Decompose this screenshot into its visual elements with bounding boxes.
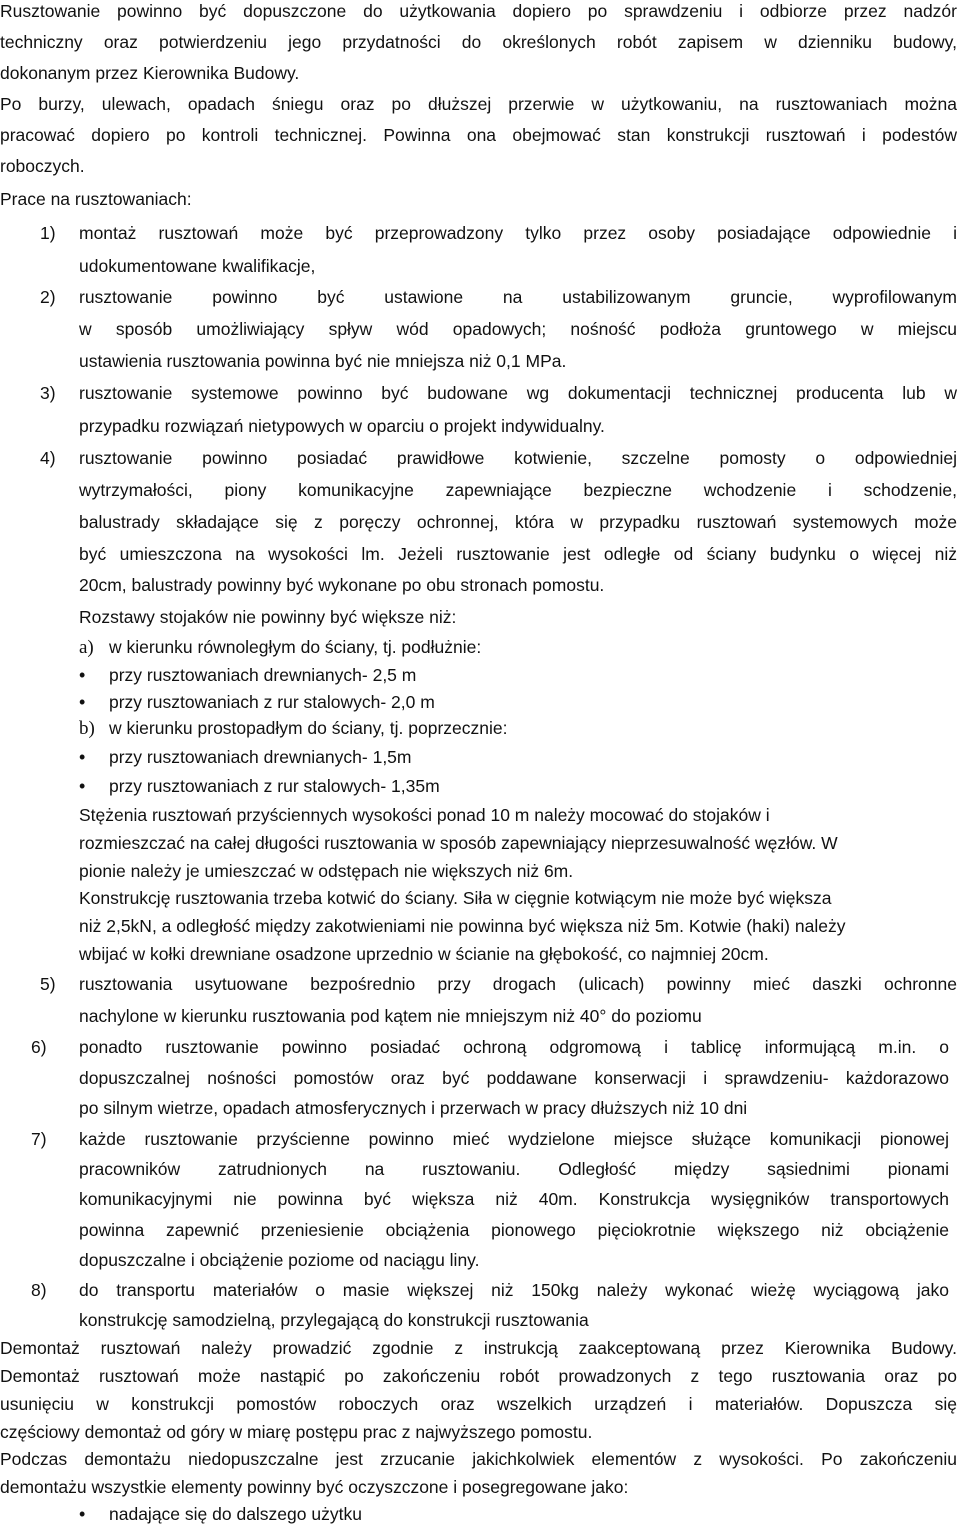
list-item-line: rusztowanie powinno być ustawione na ustabilizowanym gruncie, wyprofilowanym	[79, 287, 957, 307]
list-heading: Prace na rusztowaniach:	[0, 189, 192, 209]
list-item-line: być umieszczona na wysokości lm. Jeżeli rusztowanie jest odległe od ściany budynku o więcej niż	[79, 544, 957, 564]
list-item-line: dopuszczalnej nośności pomostów oraz być poddawane konserwacji i sprawdzeniu- każdorazowo	[79, 1068, 949, 1088]
list-item-line: komunikacyjnymi nie powinna być większa niż 40m. Konstrukcja wysięgników transportowych	[79, 1189, 949, 1209]
list-item-number: 3)	[40, 383, 56, 403]
list-item-number: 7)	[31, 1129, 47, 1149]
bullet-text: przy rusztowaniach z rur stalowych- 2,0 m	[109, 692, 435, 712]
list-item-line: przypadku rozwiązań nietypowych w oparciu o projekt indywidualny.	[79, 416, 605, 436]
intro-line: Po burzy, ulewach, opadach śniegu oraz po dłuższej przerwie w użytkowaniu, na rusztowaniach można	[0, 94, 957, 114]
dismantling-line: demontażu wszystkie elementy powinny być oczyszczone i posegregowane jako:	[0, 1477, 629, 1497]
bullet-icon: •	[79, 747, 86, 767]
sublist-letter: a)	[79, 637, 94, 658]
sublist-letter: b)	[79, 718, 95, 739]
dismantling-line: Demontaż rusztowań należy prowadzić zgodnie z instrukcją zaakceptowaną przez Kierownika Budowy.	[0, 1338, 957, 1358]
intro-line: Rusztowanie powinno być dopuszczone do użytkowania dopiero po sprawdzeniu i odbiorze przez nadzór	[0, 1, 957, 21]
bullet-text: przy rusztowaniach drewnianych- 2,5 m	[109, 665, 417, 685]
intro-line: pracować dopiero po kontroli technicznej. Powinna ona obejmować stan konstrukcji rusztowań i podestów	[0, 125, 957, 145]
list-item-line: montaż rusztowań może być przeprowadzony tylko przez osoby posiadające odpowiednie i	[79, 223, 957, 243]
dismantling-line: usunięciu w konstrukcji pomostów roboczych oraz wszelkich urządzeń i materiałów. Dopuszcza się	[0, 1394, 957, 1414]
list-item-line: w sposób umożliwiający spływ wód opadowych; nośność podłoża gruntowego w miejscu	[79, 319, 957, 339]
list-item-line: rusztowania usytuowane bezpośrednio przy drogach (ulicach) powinny mieć daszki ochronne	[79, 974, 957, 994]
anchoring-line: niż 2,5kN, a odległość między zakotwieniami nie powinna być większa niż 5m. Kotwie (haki) należy	[79, 916, 846, 936]
intro-line: roboczych.	[0, 156, 85, 176]
spacing-heading: Rozstawy stojaków nie powinny być większe niż:	[79, 607, 457, 627]
bullet-icon: •	[79, 692, 86, 712]
bullet-icon: •	[79, 665, 86, 685]
list-item-line: do transportu materiałów o masie większej niż 150kg należy wykonać wieżę wyciągową jako	[79, 1280, 949, 1300]
list-item-line: 20cm, balustrady powinny być wykonane po obu stronach pomostu.	[79, 575, 605, 595]
dismantling-line: częściowy demontaż od góry w miarę postępu prac z najwyższego pomostu.	[0, 1422, 593, 1442]
stiffening-line: Stężenia rusztowań przyściennych wysokości ponad 10 m należy mocować do stojaków i	[79, 805, 770, 825]
anchoring-line: wbijać w kołki drewniane osadzone uprzednio w ścianie na głębokość, co najmniej 20cm.	[79, 944, 769, 964]
list-item-line: balustrady składające się z poręczy ochronnej, która w przypadku rusztowań systemowych może	[79, 512, 957, 532]
list-item-line: nachylone w kierunku rusztowania pod kątem nie mniejszym niż 40° do poziomu	[79, 1006, 702, 1026]
list-item-line: ustawienia rusztowania powinna być nie mniejsza niż 0,1 MPa.	[79, 351, 567, 371]
intro-line: techniczny oraz potwierdzeniu jego przydatności do określonych robót zapisem w dzienniku budowy,	[0, 32, 957, 52]
sublist-text: w kierunku równoległym do ściany, tj. podłużnie:	[109, 637, 482, 657]
list-item-line: rusztowanie systemowe powinno być budowane wg dokumentacji technicznej producenta lub w	[79, 383, 957, 403]
intro-line: dokonanym przez Kierownika Budowy.	[0, 63, 300, 83]
dismantling-line: Podczas demontażu niedopuszczalne jest zrzucanie jakichkolwiek elementów z wysokości. Po zakończeniu	[0, 1449, 957, 1469]
list-item-line: rusztowanie powinno posiadać prawidłowe kotwienie, szczelne pomosty o odpowiedniej	[79, 448, 957, 468]
stiffening-line: pionie należy je umieszczać w odstępach nie większych niż 6m.	[79, 861, 574, 881]
list-item-line: każde rusztowanie przyścienne powinno mieć wydzielone miejsce służące komunikacji pionowej	[79, 1129, 949, 1149]
anchoring-line: Konstrukcję rusztowania trzeba kotwić do ściany. Siła w cięgnie kotwiącym nie może być większa	[79, 888, 832, 908]
bullet-text: przy rusztowaniach z rur stalowych- 1,35m	[109, 776, 440, 796]
list-item-number: 8)	[31, 1280, 47, 1300]
stiffening-line: rozmieszczać na całej długości rusztowania w sposób zapewniający nieprzesuwalność węzłów. W	[79, 833, 838, 853]
list-item-number: 5)	[40, 974, 56, 994]
list-item-line: pracowników zatrudnionych na rusztowaniu. Odległość między sąsiednimi pionami	[79, 1159, 949, 1179]
list-item-number: 6)	[31, 1037, 47, 1057]
sublist-text: w kierunku prostopadłym do ściany, tj. poprzecznie:	[109, 718, 508, 738]
list-item-line: wytrzymałości, piony komunikacyjne zapewniające bezpieczne wchodzenie i schodzenie,	[79, 480, 957, 500]
list-item-line: ponadto rusztowanie powinno posiadać ochroną odgromową i tablicę informującą m.in. o	[79, 1037, 949, 1057]
list-item-line: udokumentowane kwalifikacje,	[79, 256, 316, 276]
bullet-text: nadające się do dalszego użytku	[109, 1504, 362, 1524]
bullet-icon: •	[79, 1504, 86, 1524]
list-item-number: 1)	[40, 223, 56, 243]
list-item-line: powinna zapewnić przeniesienie obciążenia pionowego pięciokrotnie większego niż obciążenie	[79, 1220, 949, 1240]
list-item-line: konstrukcję samodzielną, przylegającą do konstrukcji rusztowania	[79, 1310, 589, 1330]
bullet-text: przy rusztowaniach drewnianych- 1,5m	[109, 747, 412, 767]
list-item-line: dopuszczalne i obciążenie poziome od naciągu liny.	[79, 1250, 480, 1270]
list-item-number: 4)	[40, 448, 56, 468]
list-item-number: 2)	[40, 287, 56, 307]
bullet-icon: •	[79, 776, 86, 796]
dismantling-line: Demontaż rusztowań może nastąpić po zakończeniu robót prowadzonych z tego rusztowania oraz po	[0, 1366, 957, 1386]
list-item-line: po silnym wietrze, opadach atmosferycznych i przerwach w pracy dłuższych niż 10 dni	[79, 1098, 748, 1118]
